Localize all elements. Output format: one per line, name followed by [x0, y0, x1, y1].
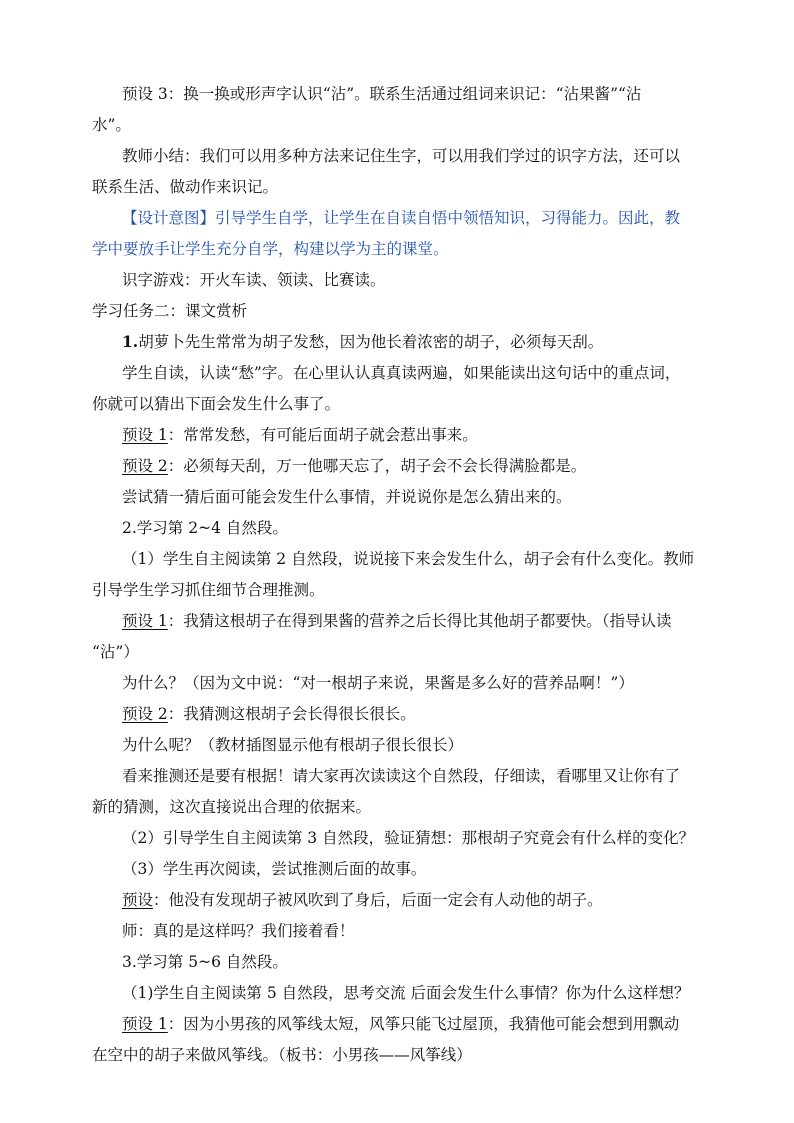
preset-text: ：必须每天刮，万一他哪天忘了，胡子会不会长得满脸都是。 — [167, 457, 587, 475]
paragraph-line: 在空中的胡子来做风筝线。（板书：小男孩——风筝线） — [92, 1046, 472, 1064]
preset-label: 预设 2 — [122, 705, 168, 723]
paragraph-line: 联系生活、做动作来识记。 — [92, 178, 279, 196]
paragraph-line: 学生自读，认读“愁”字。在心里认认真真读两遍，如果能读出这句话中的重点词， — [122, 364, 681, 382]
preset-label: 预设 1 — [122, 1015, 168, 1033]
preset-line — [122, 456, 742, 476]
item-number: 1. — [122, 332, 139, 351]
paragraph-line: 尝试猜一猜后面可能会发生什么事情，并说说你是怎么猜出来的。 — [122, 488, 572, 506]
item-text: 胡萝卜先生常常为胡子发愁，因为他长着浓密的胡子，必须每天刮。 — [138, 333, 604, 351]
paragraph-line: 教师小结：我们可以用多种方法来记住生字，可以用我们学过的识字方法，还可以 — [122, 147, 681, 165]
section-heading: 学习任务二：课文赏析 — [92, 302, 248, 320]
preset-text: ：他没有发现胡子被风吹到了身后，后面一定会有人动他的胡子。 — [153, 891, 603, 909]
preset-label: 预设 — [122, 891, 154, 909]
paragraph-line: 你就可以猜出下面会发生什么事了。 — [92, 395, 341, 413]
paragraph-line: 水”。 — [92, 116, 131, 134]
paragraph-line: 识字游戏：开火车读、领读、比赛读。 — [122, 271, 386, 289]
paragraph-line: 引导学生学习抓住细节合理推测。 — [92, 581, 325, 599]
preset-line — [122, 890, 742, 910]
preset-line — [122, 611, 742, 631]
paragraph-line: （1)学生自主阅读第 5 自然段，思考交流 后面会发生什么事情？你为什么这样想？ — [122, 984, 690, 1002]
paragraph-line: 新的猜测，这次直接说出合理的依据来。 — [92, 798, 372, 816]
paragraph-line: “沾”） — [92, 643, 139, 661]
design-intent-line: 学中要放手让学生充分自学，构建以学为主的课堂。 — [92, 240, 449, 258]
paragraph-line: （3）学生再次阅读，尝试推测后面的故事。 — [122, 860, 427, 878]
paragraph-line: （1）学生自主阅读第 2 自然段，说说接下来会发生什么，胡子会有什么变化。教师 — [122, 550, 695, 568]
paragraph-line: 为什么呢？（教材插图显示他有根胡子很长很长） — [122, 736, 464, 754]
numbered-heading: 2.学习第 2~4 自然段。 — [122, 519, 288, 537]
numbered-item — [122, 332, 742, 352]
preset-label: 预设 1 — [122, 426, 168, 444]
preset-line — [122, 1014, 742, 1034]
preset-line — [122, 425, 742, 445]
paragraph-line: 看来推测还是要有根据！请大家再次读读这个自然段，仔细读，看哪里又让你有了 — [122, 767, 681, 785]
preset-label: 预设 2 — [122, 457, 168, 475]
preset-label: 预设 1 — [122, 612, 168, 630]
design-intent-line: 【设计意图】引导学生自学，让学生在自读自悟中领悟知识，习得能力。因此，教 — [122, 209, 681, 227]
paragraph-line: （2）引导学生自主阅读第 3 自然段，验证猜想：那根胡子究竟会有什么样的变化？ — [122, 829, 695, 847]
numbered-heading: 3.学习第 5~6 自然段。 — [122, 953, 288, 971]
preset-text: ：因为小男孩的风筝线太短，风筝只能飞过屋顶，我猜他可能会想到用飘动 — [167, 1015, 680, 1033]
paragraph-line: 师：真的是这样吗？我们接着看！ — [122, 922, 355, 940]
preset-text: ：我猜这根胡子在得到果酱的营养之后长得比其他胡子都要快。（指导认读 — [167, 612, 672, 630]
preset-text: ：常常发愁，有可能后面胡子就会惹出事来。 — [167, 426, 478, 444]
paragraph-line: 为什么？（因为文中说：“对一根胡子来说，果酱是多么好的营养品啊！”） — [122, 674, 634, 692]
paragraph-line: 预设 3：换一换或形声字认识“沾”。联系生活通过组词来识记：“沾果酱”“沾 — [122, 85, 642, 103]
preset-line — [122, 704, 742, 724]
preset-text: ：我猜测这根胡子会长得很长很长。 — [167, 705, 416, 723]
